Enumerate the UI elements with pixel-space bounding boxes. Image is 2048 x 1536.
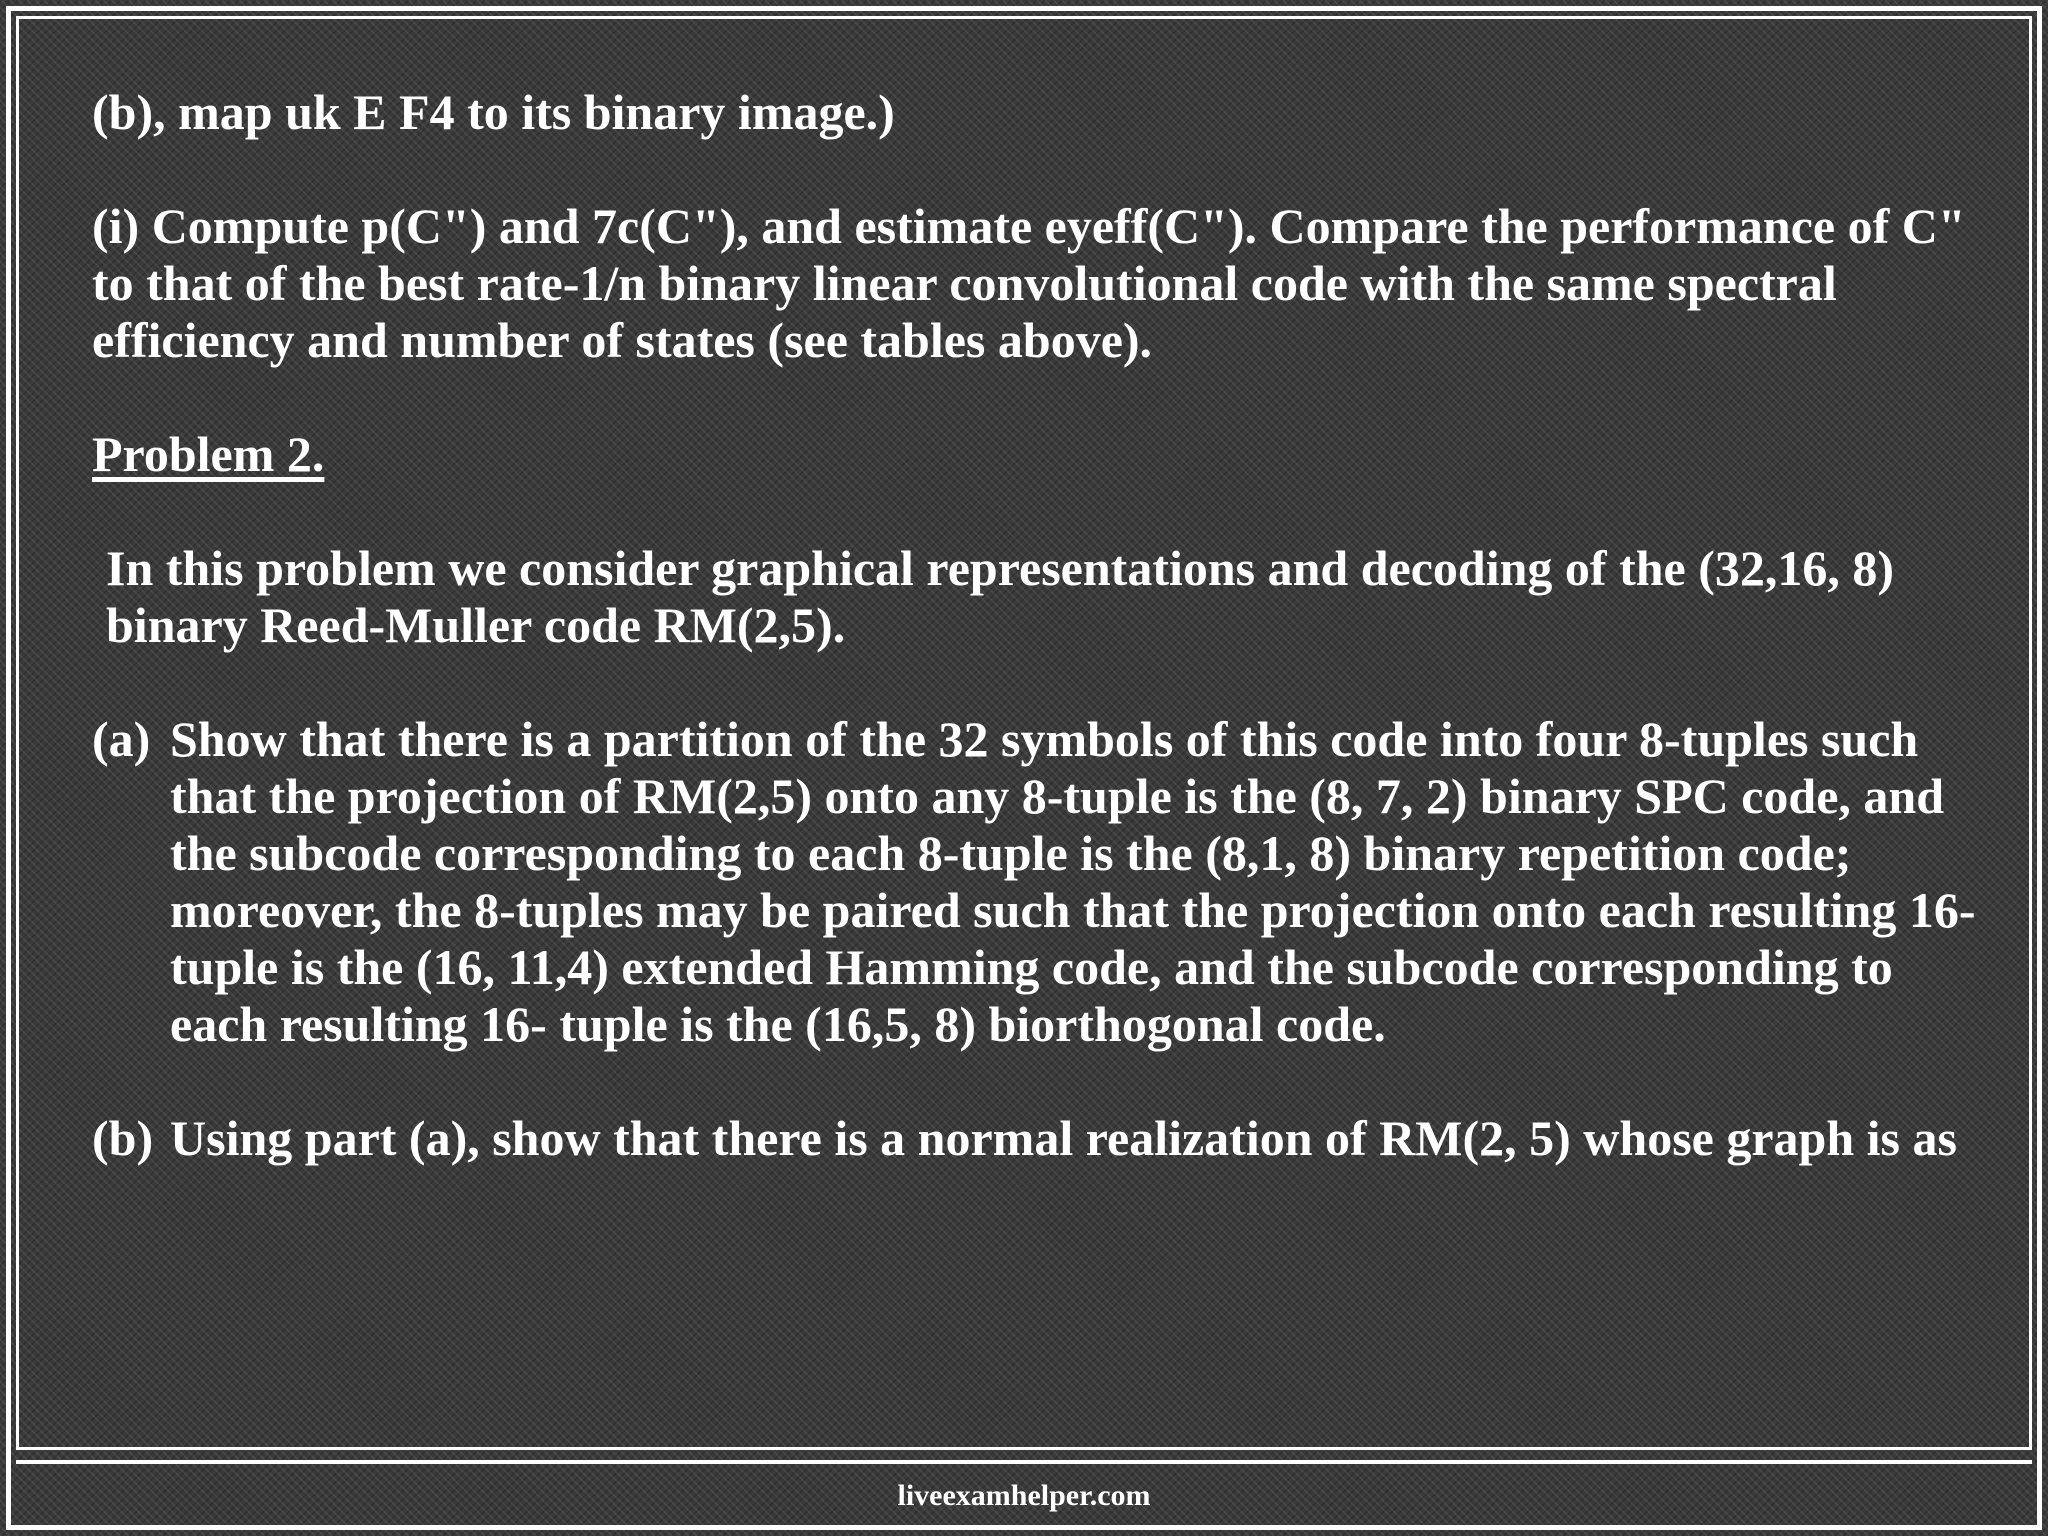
footer-divider [16,1460,2032,1464]
item-a [92,711,2012,1053]
item-b-label: (b) [92,1110,154,1166]
item-b-text: Using part (a), show that there is a normal realization of RM(2, 5) whose graph is as [170,1110,1957,1166]
item-b [92,1110,2012,1167]
item-a-text: Show that there is a partition of the 32 symbols of this code into four 8-tuples such that the projection of RM(2,5) onto any 8-tuple is the (8, 7, 2) binary SPC code, and the subcode corresponding to each 8-tuple is the (8,1, 8) binary repetition code; moreover, the 8-tuples may be paired such that the projection onto each resulting 16-tuple is the (16, 11,4) extended Hamming code, and the subcode corresponding to each resulting 16- tuple is the (16,5, 8) biorthogonal code. [170,711,1976,1052]
item-a-label: (a) [92,711,151,767]
part-i-text: (i) Compute p(C") and 7c(C"), and estimate eyeff(C"). Compare the performance of C" to that of the best rate-1/n binary linear convolutional code with the same spectral efficiency and number of states (see tables above). [92,198,1966,368]
slide-content [92,84,2012,1167]
footer-site: liveexamhelper.com [897,1479,1151,1512]
part-b-continuation: (b), map uk E F4 to its binary image.) [92,84,895,140]
problem-heading: Problem 2. [92,426,325,482]
problem-intro: In this problem we consider graphical representations and decoding of the (32,16, 8) binary Reed-Muller code RM(2,5). [106,540,1895,653]
